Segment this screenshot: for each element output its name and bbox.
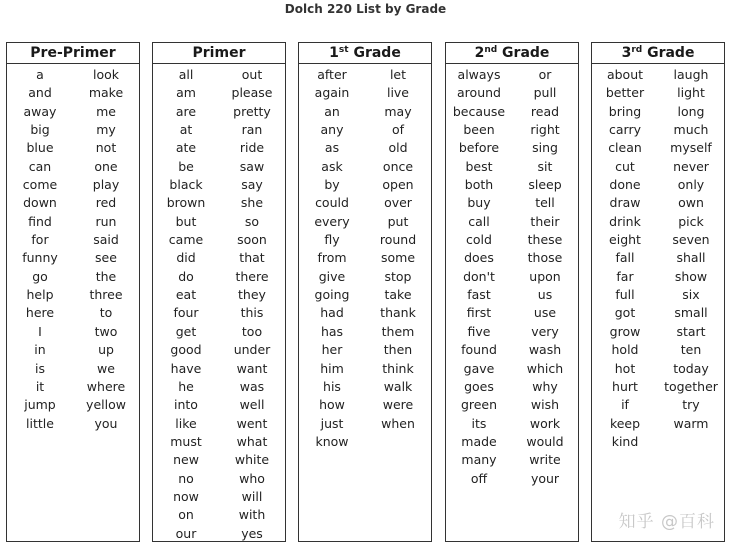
sight-word: you bbox=[94, 415, 118, 431]
sight-word: know bbox=[315, 433, 349, 449]
sight-word: live bbox=[386, 85, 410, 101]
sight-word: that bbox=[239, 250, 265, 266]
page-title: Dolch 220 List by Grade bbox=[284, 2, 447, 16]
column-heading-ordinal: nd bbox=[484, 45, 498, 55]
sight-word: please bbox=[231, 85, 273, 101]
sight-word: all bbox=[178, 67, 194, 82]
sight-word: going bbox=[314, 287, 350, 303]
sight-word: green bbox=[460, 397, 498, 413]
sight-word: big bbox=[30, 122, 50, 138]
sight-word: was bbox=[239, 378, 265, 394]
sight-word: one bbox=[94, 158, 118, 174]
sight-word: down bbox=[23, 195, 57, 211]
sight-word: hurt bbox=[612, 378, 638, 394]
sight-word: black bbox=[169, 177, 203, 193]
sight-word: at bbox=[179, 122, 193, 138]
sight-word: always bbox=[457, 67, 501, 82]
sight-word: thank bbox=[380, 305, 416, 321]
sight-word: put bbox=[387, 213, 409, 229]
sight-word: two bbox=[94, 323, 118, 339]
word-list-left bbox=[446, 66, 512, 488]
sight-word: not bbox=[95, 140, 117, 156]
column-heading-text: 3 bbox=[621, 45, 632, 61]
sight-word: just bbox=[320, 415, 344, 431]
sight-word: fall bbox=[615, 250, 635, 266]
sight-word: have bbox=[170, 360, 202, 376]
column-heading-suffix: Grade bbox=[642, 45, 695, 61]
grade-column bbox=[298, 42, 432, 542]
column-heading bbox=[299, 43, 431, 64]
sight-word: of bbox=[391, 122, 405, 138]
sight-word: yellow bbox=[86, 397, 126, 413]
sight-word: show bbox=[674, 268, 708, 284]
sight-word: as bbox=[324, 140, 340, 156]
sight-word: my bbox=[96, 122, 116, 138]
sight-word: ride bbox=[239, 140, 265, 156]
sight-word: every bbox=[314, 213, 350, 229]
sight-word: three bbox=[89, 287, 123, 303]
sight-word: run bbox=[95, 213, 117, 229]
sight-word: go bbox=[32, 268, 48, 284]
sight-word: shall bbox=[676, 250, 706, 266]
sight-word: gave bbox=[463, 360, 495, 376]
sight-word: warm bbox=[673, 415, 709, 431]
sight-word: take bbox=[384, 287, 412, 303]
sight-word: find bbox=[28, 213, 52, 229]
sight-word: we bbox=[97, 360, 115, 376]
sight-word: into bbox=[174, 397, 198, 413]
sight-word: here bbox=[25, 305, 55, 321]
sight-word: laugh bbox=[673, 67, 709, 82]
sight-word: fast bbox=[467, 287, 491, 303]
sight-word: her bbox=[321, 342, 343, 358]
sight-word: came bbox=[168, 232, 204, 248]
sight-word: wash bbox=[528, 342, 562, 358]
sight-word: us bbox=[537, 287, 553, 303]
sight-word: him bbox=[320, 360, 344, 376]
sight-word: hold bbox=[611, 342, 639, 358]
sight-word: who bbox=[239, 470, 265, 486]
sight-word: a bbox=[36, 67, 44, 82]
sight-word: how bbox=[319, 397, 345, 413]
sight-word: fly bbox=[324, 232, 340, 248]
sight-word: done bbox=[609, 177, 641, 193]
sight-word: clean bbox=[608, 140, 642, 156]
sight-word: eight bbox=[609, 232, 641, 248]
sight-word: could bbox=[315, 195, 349, 211]
sight-word: can bbox=[28, 158, 52, 174]
sight-word: read bbox=[530, 103, 560, 119]
column-heading-ordinal: st bbox=[338, 45, 349, 55]
sight-word: were bbox=[382, 397, 414, 413]
sight-word: why bbox=[532, 378, 558, 394]
sight-word: little bbox=[26, 415, 54, 431]
column-heading bbox=[7, 43, 139, 64]
sight-word: I bbox=[38, 323, 42, 339]
sight-word: today bbox=[673, 360, 709, 376]
sight-word: only bbox=[677, 177, 705, 193]
sight-word: walk bbox=[383, 378, 413, 394]
sight-word: work bbox=[529, 415, 561, 431]
column-heading-text: 2 bbox=[474, 45, 485, 61]
sight-word: small bbox=[674, 305, 708, 321]
column-heading bbox=[153, 43, 285, 64]
sight-word: in bbox=[34, 342, 46, 358]
sight-word: draw bbox=[609, 195, 641, 211]
sight-word: has bbox=[320, 323, 344, 339]
word-list-right bbox=[73, 66, 139, 433]
sight-word: to bbox=[99, 305, 113, 321]
sight-word: call bbox=[468, 213, 490, 229]
sight-word: funny bbox=[22, 250, 58, 266]
sight-word: once bbox=[382, 158, 414, 174]
sight-word: like bbox=[175, 415, 197, 431]
sight-word: and bbox=[28, 85, 52, 101]
column-heading bbox=[592, 43, 724, 64]
word-list-right bbox=[512, 66, 578, 488]
sight-word: let bbox=[389, 67, 407, 82]
column-heading-suffix: Grade bbox=[348, 45, 401, 61]
sight-word: write bbox=[529, 452, 561, 468]
sight-word: don't bbox=[463, 268, 495, 284]
sight-word: pick bbox=[678, 213, 704, 229]
sight-word: ran bbox=[241, 122, 263, 138]
sight-word: ask bbox=[321, 158, 343, 174]
sight-word: buy bbox=[467, 195, 491, 211]
sight-word: me bbox=[96, 103, 116, 119]
sight-word: does bbox=[464, 250, 494, 266]
sight-word: may bbox=[384, 103, 412, 119]
sight-word: yes bbox=[241, 525, 263, 541]
sight-word: cut bbox=[615, 158, 635, 174]
sight-word: jump bbox=[24, 397, 56, 413]
sight-word: ate bbox=[175, 140, 197, 156]
sight-word: but bbox=[175, 213, 197, 229]
sight-word: its bbox=[471, 415, 487, 431]
sight-word: light bbox=[677, 85, 705, 101]
sight-word: first bbox=[466, 305, 492, 321]
sight-word: far bbox=[616, 268, 634, 284]
sight-word: full bbox=[615, 287, 635, 303]
sight-word: wish bbox=[530, 397, 560, 413]
sight-word: an bbox=[324, 103, 340, 119]
sight-word: again bbox=[314, 85, 350, 101]
sight-word: what bbox=[236, 433, 268, 449]
sight-word: with bbox=[238, 507, 266, 523]
sight-word: will bbox=[241, 488, 263, 504]
sight-word: now bbox=[173, 488, 199, 504]
sight-word: come bbox=[22, 177, 58, 193]
sight-word: help bbox=[26, 287, 54, 303]
word-list-left bbox=[7, 66, 73, 433]
sight-word: look bbox=[92, 67, 119, 82]
sight-word: must bbox=[170, 433, 202, 449]
sight-word: new bbox=[173, 452, 199, 468]
sight-word: had bbox=[320, 305, 344, 321]
sight-word: if bbox=[621, 397, 629, 413]
sight-word: blue bbox=[26, 140, 54, 156]
sight-word: play bbox=[92, 177, 120, 193]
sight-word: there bbox=[235, 268, 269, 284]
sight-word: red bbox=[95, 195, 117, 211]
sight-word: then bbox=[383, 342, 413, 358]
sight-word: upon bbox=[529, 268, 561, 284]
sight-word: sleep bbox=[528, 177, 562, 193]
sight-word: stop bbox=[384, 268, 412, 284]
sight-word: any bbox=[320, 122, 344, 138]
sight-word: right bbox=[530, 122, 560, 138]
word-list-right bbox=[365, 66, 431, 451]
sight-word: this bbox=[240, 305, 264, 321]
sight-word: carry bbox=[609, 122, 641, 138]
sight-word: out bbox=[241, 67, 263, 82]
sight-word: pretty bbox=[233, 103, 271, 119]
sight-word: white bbox=[234, 452, 270, 468]
sight-word: myself bbox=[670, 140, 712, 156]
sight-word: many bbox=[461, 452, 497, 468]
sight-word: their bbox=[530, 213, 560, 229]
sight-word: because bbox=[452, 103, 506, 119]
sight-word: too bbox=[241, 323, 263, 339]
sight-word: seven bbox=[672, 232, 710, 248]
sight-word: get bbox=[175, 323, 197, 339]
sight-word: no bbox=[178, 470, 194, 486]
grade-column bbox=[591, 42, 725, 542]
sight-word: very bbox=[531, 323, 559, 339]
sight-word: well bbox=[239, 397, 265, 413]
sight-word: both bbox=[464, 177, 494, 193]
sight-word: think bbox=[382, 360, 414, 376]
sight-word: on bbox=[178, 507, 194, 523]
sight-word: before bbox=[458, 140, 500, 156]
sight-word: your bbox=[530, 470, 560, 486]
sight-word: together bbox=[664, 378, 718, 394]
word-list-right bbox=[219, 66, 285, 543]
sight-word: tell bbox=[535, 195, 555, 211]
sight-word: round bbox=[379, 232, 417, 248]
sight-word: best bbox=[465, 158, 493, 174]
grade-column bbox=[445, 42, 579, 542]
sight-word: where bbox=[86, 378, 126, 394]
sight-word: long bbox=[677, 103, 705, 119]
sight-word: it bbox=[35, 378, 45, 394]
sight-word: kind bbox=[611, 433, 639, 449]
column-heading-text: 1 bbox=[329, 45, 339, 61]
word-list-left bbox=[299, 66, 365, 451]
sight-word: bring bbox=[608, 103, 642, 119]
sight-word: goes bbox=[464, 378, 494, 394]
sight-word: around bbox=[457, 85, 501, 101]
sight-word: be bbox=[178, 158, 194, 174]
sight-word: went bbox=[236, 415, 268, 431]
sight-word: cold bbox=[466, 232, 492, 248]
sight-word: for bbox=[31, 232, 49, 248]
sight-word: over bbox=[384, 195, 412, 211]
sight-word: found bbox=[461, 342, 497, 358]
sight-word: soon bbox=[237, 232, 267, 248]
sight-word: some bbox=[380, 250, 416, 266]
column-heading bbox=[446, 43, 578, 64]
column-heading-suffix: Grade bbox=[497, 45, 550, 61]
sight-word: sit bbox=[537, 158, 553, 174]
sight-word: been bbox=[463, 122, 495, 138]
sight-word: these bbox=[527, 232, 563, 248]
column-heading-ordinal: rd bbox=[631, 45, 643, 55]
grade-column bbox=[6, 42, 140, 542]
sight-word: which bbox=[526, 360, 564, 376]
sight-word: he bbox=[178, 378, 194, 394]
column-heading-text: Pre-Primer bbox=[30, 45, 116, 61]
sight-word: make bbox=[88, 85, 124, 101]
sight-word: see bbox=[95, 250, 117, 266]
sight-word: his bbox=[323, 378, 341, 394]
sight-word: she bbox=[240, 195, 264, 211]
sight-word: did bbox=[176, 250, 196, 266]
sight-word: own bbox=[678, 195, 704, 211]
sight-word: so bbox=[244, 213, 260, 229]
sight-word: use bbox=[533, 305, 557, 321]
grade-column bbox=[152, 42, 286, 542]
sight-word: want bbox=[236, 360, 268, 376]
sight-word: those bbox=[527, 250, 563, 266]
sight-word: ten bbox=[680, 342, 702, 358]
sight-word: eat bbox=[175, 287, 197, 303]
sight-word: made bbox=[461, 433, 497, 449]
sight-word: them bbox=[381, 323, 415, 339]
sight-word: saw bbox=[239, 158, 265, 174]
sight-word: would bbox=[526, 433, 564, 449]
watermark: 知乎 @百科 bbox=[618, 512, 715, 532]
sight-word: sing bbox=[532, 140, 558, 156]
sight-word: they bbox=[238, 287, 266, 303]
sight-word: much bbox=[673, 122, 709, 138]
sight-word: better bbox=[605, 85, 645, 101]
sight-word: said bbox=[93, 232, 119, 248]
sight-word: hot bbox=[614, 360, 636, 376]
sight-word: old bbox=[388, 140, 408, 156]
word-list-left bbox=[592, 66, 658, 451]
sight-word: drink bbox=[609, 213, 641, 229]
word-list-left bbox=[153, 66, 219, 543]
sight-word: is bbox=[35, 360, 45, 376]
sight-word: am bbox=[176, 85, 196, 101]
sight-word: are bbox=[175, 103, 197, 119]
sight-word: say bbox=[241, 177, 263, 193]
sight-word: open bbox=[382, 177, 414, 193]
sight-word: give bbox=[318, 268, 346, 284]
sight-word: about bbox=[606, 67, 644, 82]
sight-word: keep bbox=[609, 415, 641, 431]
sight-word: never bbox=[673, 158, 709, 174]
column-heading-text: Primer bbox=[192, 45, 246, 61]
sight-word: or bbox=[538, 67, 552, 82]
sight-word: five bbox=[467, 323, 491, 339]
sight-word: after bbox=[317, 67, 347, 82]
sight-word: six bbox=[682, 287, 700, 303]
sight-word: off bbox=[470, 470, 488, 486]
word-list-right bbox=[658, 66, 724, 451]
sight-word: good bbox=[170, 342, 202, 358]
sight-word: got bbox=[614, 305, 636, 321]
sight-word: do bbox=[178, 268, 194, 284]
sight-word: away bbox=[23, 103, 57, 119]
sight-word: the bbox=[95, 268, 117, 284]
sight-word: our bbox=[175, 525, 197, 541]
sight-word: by bbox=[324, 177, 340, 193]
sight-word: brown bbox=[166, 195, 206, 211]
sight-word: start bbox=[676, 323, 706, 339]
sight-word: from bbox=[317, 250, 347, 266]
sight-word: pull bbox=[533, 85, 557, 101]
sight-word: grow bbox=[609, 323, 641, 339]
sight-word: under bbox=[233, 342, 271, 358]
sight-word: up bbox=[98, 342, 114, 358]
sight-word: try bbox=[682, 397, 700, 413]
sight-word: four bbox=[173, 305, 199, 321]
sight-word: when bbox=[381, 415, 415, 431]
